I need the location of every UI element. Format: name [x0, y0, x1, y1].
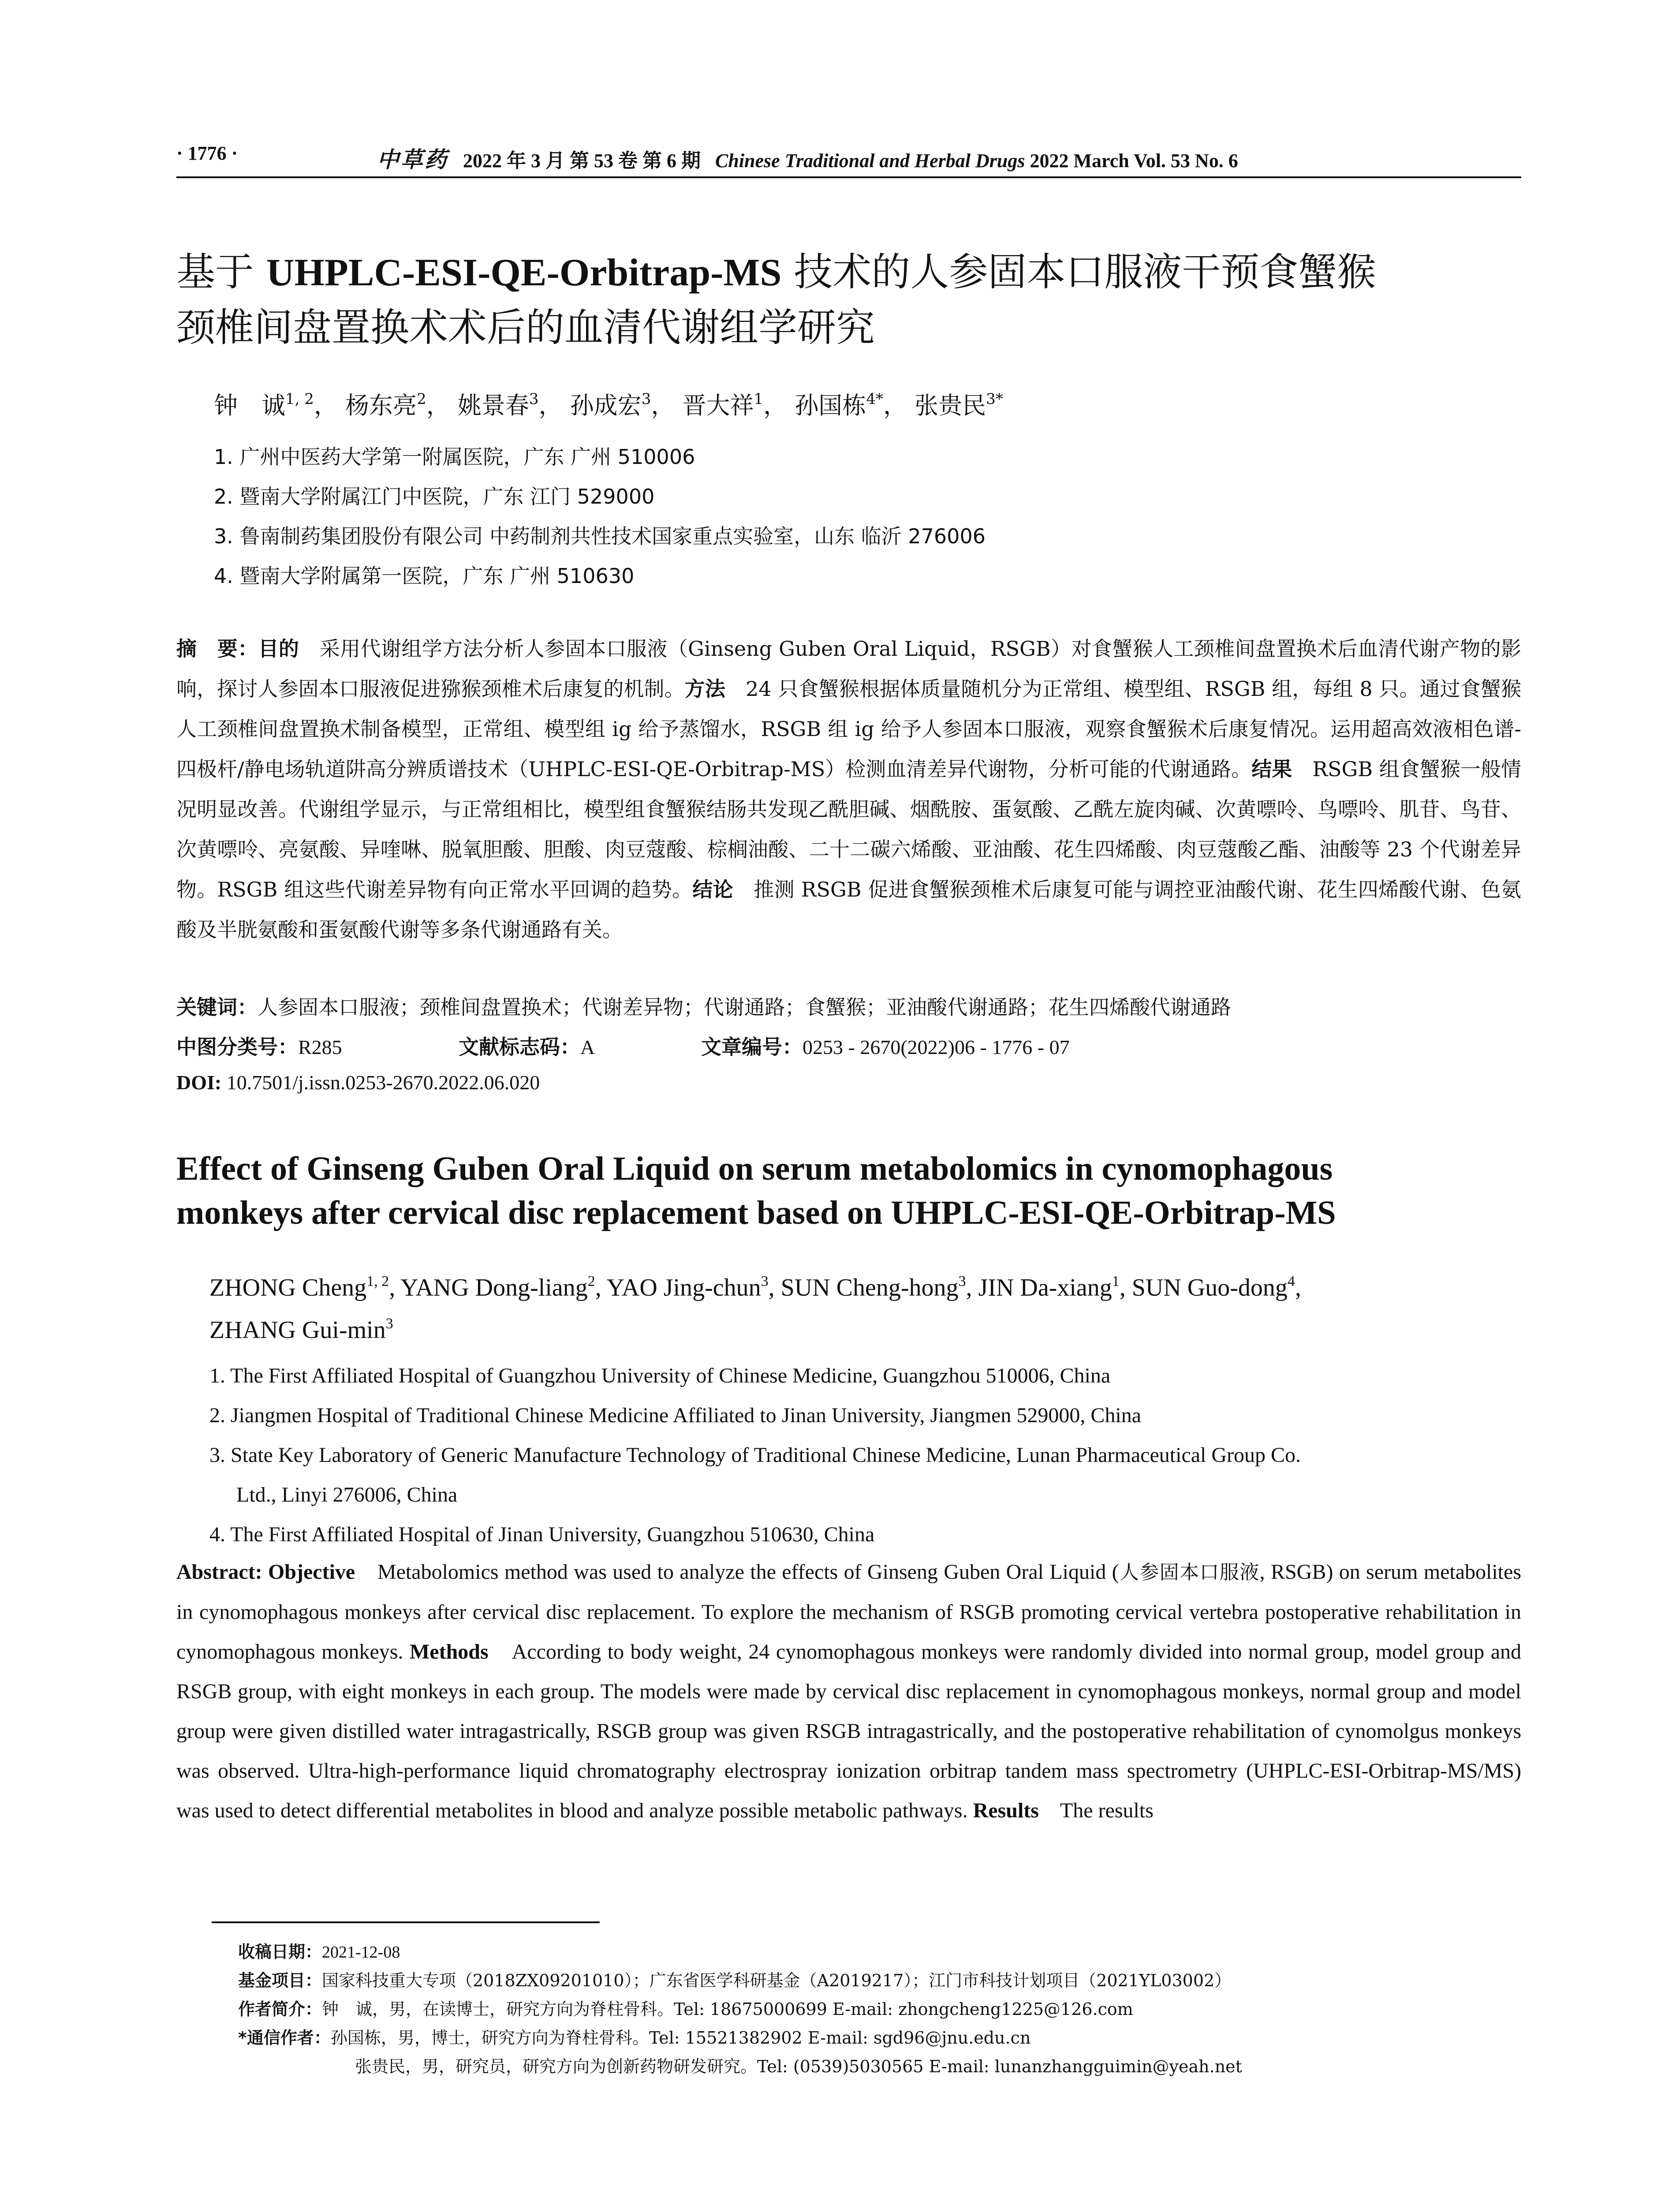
journal-name-en: Chinese Traditional and Herbal Drugs 2022 March Vol. 53 No. 6 — [715, 150, 1238, 172]
journal-logo: 中草药 — [377, 146, 448, 172]
abstract-cn: 摘 要：目的 采用代谢组学方法分析人参固本口服液（Ginseng Guben Oral Liquid，RSGB）对食蟹猴人工颈椎间盘置换术后血清代谢产物的影响，探讨人参固本口服液促进猕猴颈椎术后康复的机制。方法 24 只食蟹猴根据体质量随机分为正常组、模型组、RSGB 组，每组 8 只。通过食蟹猴人工颈椎间盘置换术制备模型，正常组、模型组 ig 给予蒸馏水，RSGB 组 ig 给予人参固本口服液，观察食蟹猴术后康复情况。运用超高效液相色谱-四极杆/静电场轨道阱高分辨质谱技术（UHPLC-ESI-QE-Orbitrap-MS）检测血清差异代谢物，分析可能的代谢通路。结果 RSGB 组食蟹猴一般情况明显改善。代谢组学显示，与正常组相比，模型组食蟹猴结肠共发现乙酰胆碱、烟酰胺、蛋氨酸、乙酰左旋肉碱、次黄嘌呤、鸟嘌呤、肌苷、鸟苷、次黄嘌呤、亮氨酸、异喹啉、脱氧胆酸、胆酸、肉豆蔻酸、棕榈油酸、二十二碳六烯酸、亚油酸、花生四烯酸、肉豆蔻酸乙酯、油酸等 23 个代谢差异物。RSGB 组这些代谢差异物有向正常水平回调的趋势。结论 推测 RSGB 促进食蟹猴颈椎术后康复可能与调控亚油酸代谢、花生四烯酸代谢、色氨酸及半胱氨酸和蛋氨酸代谢等多条代谢通路有关。 — [176, 637, 1522, 942]
author-cn: 张贵民 — [915, 392, 986, 419]
authors-cn: 钟 诚$^{1, 2}$， 杨东亮$^2$， 姚景春$^3$， 孙成宏$^3$， 晋大祥$^1$， 孙国栋$^{4*}$， 张贵民$^{3*}$ — [214, 390, 1003, 419]
author-en: ZHONG Cheng — [209, 1274, 367, 1301]
affiliation-en: 1. The First Affiliated Hospital of Guangzhou University of Chinese Medicine, Guangzhou 510006, China — [209, 1364, 1111, 1387]
affiliation-en-cont: Ltd., Linyi 276006, China — [236, 1483, 458, 1506]
affiliation-cn: 3. 鲁南制药集团股份有限公司 中药制剂共性技术国家重点实验室，山东 临沂 276006 — [214, 524, 986, 548]
clc-code: 中图分类号：R285 — [176, 1035, 342, 1059]
title-cn-line2: 颈椎间盘置换术术后的血清代谢组学研究 — [176, 305, 875, 350]
abstract-en-label: Abstract: Objective — [176, 1560, 355, 1584]
title-en-line1: Effect of Ginseng Guben Oral Liquid on serum metabolomics in cynomophagous — [176, 1150, 1333, 1187]
footnote-fund: 基金项目：国家科技重大专项（2018ZX09201010）；广东省医学科研基金（A2019217）；江门市科技计划项目（2021YL03002） — [238, 1971, 1232, 1990]
author-en: ZHANG Gui-min — [209, 1316, 386, 1344]
affiliation-en: 4. The First Affiliated Hospital of Jinan University, Guangzhou 510630, China — [209, 1523, 875, 1546]
author-cn: 孙国栋 — [795, 392, 866, 419]
affiliation-cn: 1. 广州中医药大学第一附属医院，广东 广州 510006 — [214, 445, 695, 469]
abstract-cn-label: 摘 要： — [176, 637, 258, 661]
affiliation-cn: 4. 暨南大学附属第一医院，广东 广州 510630 — [214, 564, 635, 588]
title-en-line2: monkeys after cervical disc replacement based on UHPLC-ESI-QE-Orbitrap-MS — [176, 1194, 1336, 1231]
affiliation-en: 2. Jiangmen Hospital of Traditional Chinese Medicine Affiliated to Jinan University, Jiangmen 529000, China — [209, 1404, 1142, 1427]
header-rule — [176, 176, 1521, 178]
page-number: · 1776 · — [176, 142, 238, 164]
author-cn: 杨东亮 — [345, 392, 417, 419]
footnote-author: 作者简介：钟 诚，男，在读博士，研究方向为脊柱骨科。Tel: 18675000699 E-mail: zhongcheng1225@126.com — [238, 1999, 1133, 2019]
keywords-cn: 关键词：人参固本口服液；颈椎间盘置换术；代谢差异物；代谢通路；食蟹猴；亚油酸代谢通路；花生四烯酸代谢通路 — [176, 995, 1231, 1019]
author-cn: 钟 诚 — [214, 392, 285, 419]
authors-en: ZHONG Cheng$^{1, 2}$, YANG Dong-liang$^2$, YAO Jing-chun$^3$, SUN Cheng-hong$^3$, JIN Da-xiang$^1$, SUN Guo-dong$^4$, ZHANG Gui-$\min^3$ — [209, 1273, 1301, 1344]
title-cn — [176, 245, 1526, 355]
author-cn: 孙成宏 — [570, 392, 642, 419]
author-en: YAO Jing-chun — [606, 1274, 761, 1301]
issue-cn: 2022 年 3 月 第 53 卷 第 6 期 — [463, 150, 701, 172]
document-code: 文献标志码：A — [459, 1035, 595, 1059]
footnote-corresponding: *通信作者：孙国栋，男，博士，研究方向为脊柱骨科。Tel: 15521382902 E-mail: sgd96@jnu.edu.cn — [238, 2028, 1031, 2048]
affiliation-en: 3. State Key Laboratory of Generic Manufacture Technology of Traditional Chinese Medicine, Lunan Pharmaceutical Group Co. — [209, 1443, 1301, 1467]
title-en — [176, 1147, 1526, 1235]
affiliation-cn: 2. 暨南大学附属江门中医院，广东 江门 529000 — [214, 485, 655, 508]
author-cn: 姚景春 — [457, 392, 529, 419]
title-cn-line1: 基于 UHPLC-ESI-QE-Orbitrap-MS 技术的人参固本口服液干预食蟹猴 — [176, 249, 1376, 295]
author-cn: 晋大祥 — [682, 392, 754, 419]
issue-en: 2022 March Vol. 53 No. 6 — [1030, 150, 1238, 172]
author-en: YANG Dong-liang — [400, 1274, 588, 1301]
classification-line — [176, 1031, 1521, 1058]
author-en: SUN Cheng-hong — [780, 1274, 959, 1301]
article-number: 文章编号：0253 - 2670(2022)06 - 1776 - 07 — [701, 1035, 1070, 1059]
footnote-received: 收稿日期：2021-12-08 — [238, 1942, 400, 1962]
running-header — [176, 142, 1521, 173]
journal-info — [377, 142, 1238, 174]
author-en: JIN Da-xiang — [978, 1274, 1112, 1301]
footnote-corresponding-2: 张贵民，男，研究员，研究方向为创新药物研发研究。Tel: (0539)5030565 E-mail: lunanzhangguimin@yeah.net — [355, 2057, 1242, 2076]
doi: DOI: 10.7501/j.issn.0253-2670.2022.06.020 — [176, 1071, 540, 1094]
author-en: SUN Guo-dong — [1131, 1274, 1288, 1301]
abstract-en: Abstract: Objective Metabolomics method was used to analyze the effects of Ginseng Guben Oral Liquid (人参固本口服液, RSGB) on serum metabolites in cynomophagous monkeys after cervical disc replacement. To explore the mechanism of RSGB promoting cervical vertebra postoperative rehabilitation in cynomophagous monkeys. Methods According to body weight, 24 cynomophagous monkeys were randomly divided into normal group, model group and RSGB group, with eight monkeys in each group. The models were made by cervical disc replacement in cynomophagous monkeys, normal group and model group were given distilled water intragastrically, RSGB group was given RSGB intragastrically, and the postoperative rehabilitation of cynomolgus monkeys was observed. Ultra-high-performance liquid chromatography electrospray ionization orbitrap tandem mass spectrometry (UHPLC-ESI-Orbitrap-MS/MS) was used to detect differential metabolites in blood and analyze possible metabolic pathways. Results The results — [176, 1560, 1522, 1822]
footnote-rule — [212, 1921, 600, 1923]
